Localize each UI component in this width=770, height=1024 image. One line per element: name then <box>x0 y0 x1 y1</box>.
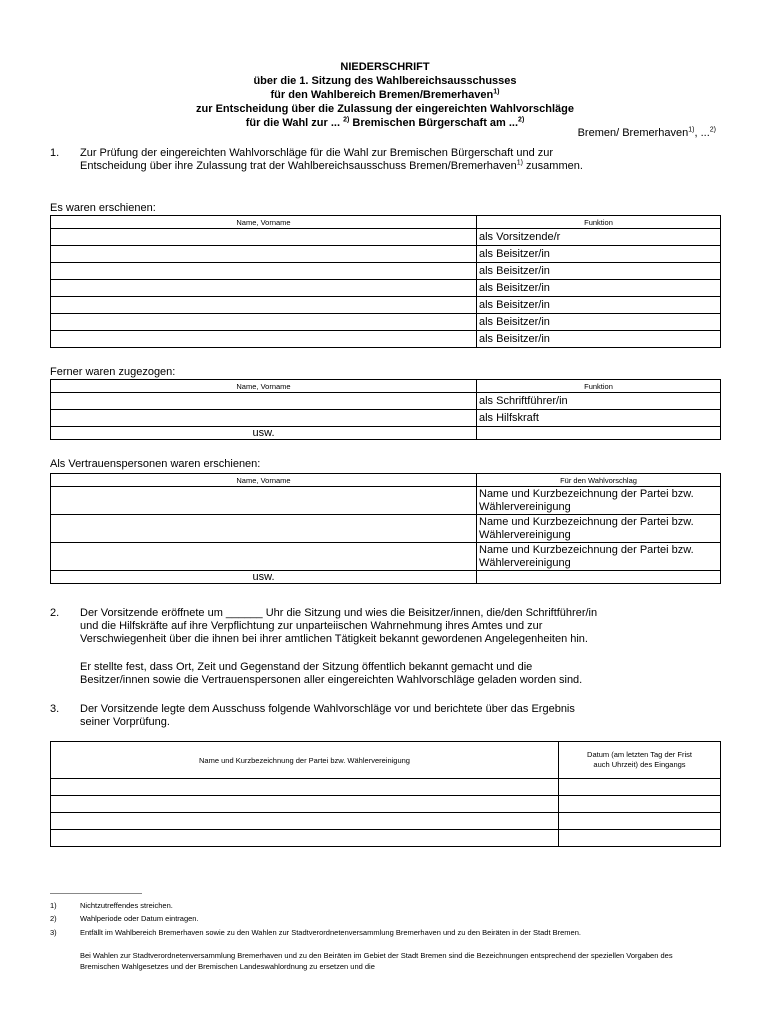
title-line-2: über die 1. Sitzung des Wahlbereichsausschusses <box>253 75 517 87</box>
section-3-text: Der Vorsitzende legte dem Ausschuss folgende Wahlvorschläge vor und berichtete über das Ergebnis seiner Vorprüfung. <box>80 703 575 728</box>
table-row <box>51 263 721 280</box>
party-cell[interactable] <box>51 830 559 847</box>
function-cell: als Vorsitzende/r <box>477 229 721 246</box>
present-heading: Es waren erschienen: <box>50 202 156 214</box>
table-row <box>51 331 721 348</box>
party-cell[interactable] <box>51 796 559 813</box>
title-line-5: für die Wahl zur ... $^{2)}$ Bremischen Bürgerschaft am ...$^{2)}$ <box>245 116 525 129</box>
table-row <box>51 427 721 440</box>
function-cell: als Beisitzer/in <box>477 263 721 280</box>
function-cell: als Beisitzer/in <box>477 297 721 314</box>
name-cell[interactable] <box>51 543 477 571</box>
table-row <box>51 410 721 427</box>
party-cell[interactable] <box>51 813 559 830</box>
col-name-header: Name, Vorname <box>51 216 477 229</box>
function-cell: als Beisitzer/in <box>477 331 721 348</box>
trustees-heading: Als Vertrauenspersonen waren erschienen: <box>50 458 261 470</box>
empty-cell <box>477 571 721 584</box>
col-date-header: Datum (am letzten Tag der Frist auch Uhrzeit) des Eingangs <box>559 742 721 779</box>
col-name-header: Name, Vorname <box>51 474 477 487</box>
section-2-para-2: Er stellte fest, dass Ort, Zeit und Gegenstand der Sitzung öffentlich bekannt gemacht und die Besitzer/innen sowie die Vertrauenspersonen aller eingereichten Wahlvorschläge geladen worden sind. <box>80 661 583 686</box>
usw-cell: usw. <box>51 427 477 440</box>
additional-table <box>50 379 721 440</box>
name-cell[interactable] <box>51 410 477 427</box>
name-cell[interactable] <box>51 297 477 314</box>
name-cell[interactable] <box>51 393 477 410</box>
name-cell[interactable] <box>51 246 477 263</box>
name-cell[interactable] <box>51 280 477 297</box>
place-date: Bremen/ Bremerhaven$^{1)}$, ...$^{2)}$ <box>577 126 716 139</box>
trustees-table <box>50 473 721 584</box>
footnote-3-continued: Bei Wahlen zur Stadtverordnetenversammlung Bremerhaven und zu den Beiräten im Gebiet der Stadt Bremen sind die Bezeichnungen entsprechend der speziellen Vorgaben des Bremischen Wahlgesetzes und der Bremischen Landeswahlordnung zu ersetzen und die <box>80 951 673 971</box>
col-proposal-header: Für den Wahlvorschlag <box>477 474 721 487</box>
table-row <box>51 515 721 543</box>
date-cell[interactable] <box>559 813 721 830</box>
col-function-header: Funktion <box>477 216 721 229</box>
function-cell: als Hilfskraft <box>477 410 721 427</box>
table-row <box>51 779 721 796</box>
section-1-number: 1. <box>50 147 60 159</box>
additional-heading: Ferner waren zugezogen: <box>50 366 176 378</box>
function-cell: als Beisitzer/in <box>477 314 721 331</box>
title-line-4: zur Entscheidung über die Zulassung der eingereichten Wahlvorschläge <box>196 103 574 115</box>
date-cell[interactable] <box>559 779 721 796</box>
table-row <box>51 393 721 410</box>
col-function-header: Funktion <box>477 380 721 393</box>
name-cell[interactable] <box>51 331 477 348</box>
col-party-header: Name und Kurzbezeichnung der Partei bzw. Wählervereinigung <box>51 742 559 779</box>
footnote-2: 2) Wahlperiode oder Datum eintragen. <box>50 914 199 923</box>
table-row <box>51 796 721 813</box>
name-cell[interactable] <box>51 487 477 515</box>
footnote-3: 3) Entfällt im Wahlbereich Bremerhaven sowie zu den Wahlen zur Stadtverordnetenversammlung Bremerhaven und zu den Beiräten in der Stadt Bremen. <box>50 928 581 937</box>
table-row <box>51 297 721 314</box>
empty-cell <box>477 427 721 440</box>
table-row <box>51 571 721 584</box>
title-line-1: NIEDERSCHRIFT <box>340 61 430 73</box>
section-2-para-1: Der Vorsitzende eröffnete um ______ Uhr die Sitzung und wies die Beisitzer/innen, die/den Schriftführer/in und die Hilfskräfte auf ihre Verpflichtung zur unparteiischen Wahrnehmung ihres Amtes und zur Verschwiegenheit über die ihnen bei ihrer amtlichen Tätigkeit bekannt gewordenen Angelegenheiten hin. <box>80 607 598 645</box>
name-cell[interactable] <box>51 515 477 543</box>
table-row <box>51 813 721 830</box>
present-table <box>50 215 721 348</box>
document-title <box>0 60 770 130</box>
section-2-number: 2. <box>50 607 60 619</box>
table-row <box>51 229 721 246</box>
function-cell: als Beisitzer/in <box>477 280 721 297</box>
section-3-number: 3. <box>50 703 60 715</box>
footnote-1: 1) Nichtzutreffendes streichen. <box>50 901 173 910</box>
table-row <box>51 246 721 263</box>
date-cell[interactable] <box>559 796 721 813</box>
table-row <box>51 280 721 297</box>
table-row <box>51 830 721 847</box>
table-row <box>51 487 721 515</box>
section-1-text: Zur Prüfung der eingereichten Wahlvorschläge für die Wahl zur Bremischen Bürgerschaft und zur Entscheidung über ihre Zulassung trat der Wahlbereichsausschuss Bremen/Bremerhaven$^{1)}$ zusammen. <box>80 147 583 172</box>
title-line-3: für den Wahlbereich Bremen/Bremerhaven$^{1)}$ <box>270 88 500 101</box>
proposal-cell: Name und Kurzbezeichnung der Partei bzw. Wählervereinigung <box>477 487 721 515</box>
name-cell[interactable] <box>51 263 477 280</box>
proposals-table <box>50 741 721 847</box>
party-cell[interactable] <box>51 779 559 796</box>
name-cell[interactable] <box>51 229 477 246</box>
proposal-cell: Name und Kurzbezeichnung der Partei bzw. Wählervereinigung <box>477 543 721 571</box>
name-cell[interactable] <box>51 314 477 331</box>
table-row <box>51 314 721 331</box>
date-cell[interactable] <box>559 830 721 847</box>
function-cell: als Beisitzer/in <box>477 246 721 263</box>
usw-cell: usw. <box>51 571 477 584</box>
table-row <box>51 543 721 571</box>
footnote-divider <box>50 893 142 894</box>
proposal-cell: Name und Kurzbezeichnung der Partei bzw. Wählervereinigung <box>477 515 721 543</box>
function-cell: als Schriftführer/in <box>477 393 721 410</box>
col-name-header: Name, Vorname <box>51 380 477 393</box>
